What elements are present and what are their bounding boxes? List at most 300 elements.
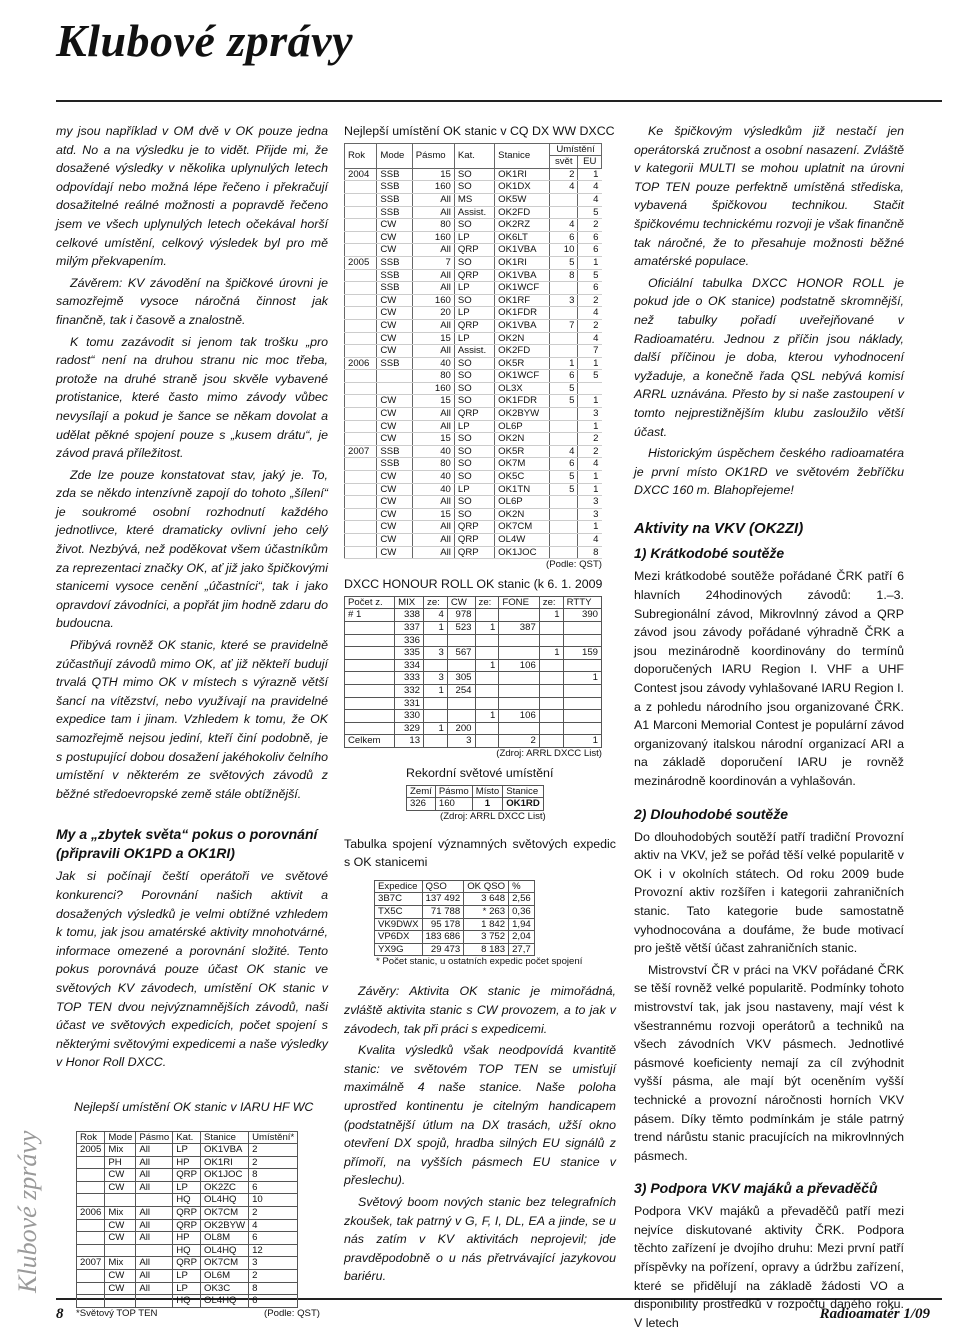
hr-cell [475,684,499,697]
cq-cell: CW [377,471,412,484]
cq-cell [345,471,377,484]
cq-cell: OK1WCF [495,370,550,383]
hr-cell: 159 [563,647,601,660]
ex-row [375,918,535,931]
cq-cell: 80 [412,370,454,383]
cq-cell: SSB [377,357,412,370]
iaru-cell: 8 [249,1282,298,1295]
cq-row [345,193,602,206]
iaru-cell [77,1270,105,1283]
cq-cell: 1 [578,395,602,408]
cq-row [345,445,602,458]
hr-cell [539,659,563,672]
iaru-cell: 2 [249,1156,298,1169]
ex-cell: 0,36 [509,906,535,919]
cq-cell: All [412,546,454,559]
cq-cell: CW [377,521,412,534]
cq-cell: CW [377,319,412,332]
cq-cell: SO [454,256,494,269]
cq-cell: 3 [578,408,602,421]
cq-row [345,256,602,269]
cq-cell [550,534,578,547]
c1-p6: Jak si počínají čeští operátoři ve světové konkurenci? Porovnání našich aktivit a dosažených výsledků je velmi obtížné vzhledem k tomu, jak jsou amatérské aktivity mnohotvárné, informace omezené a porovnání složité. Tento pokus porovnává pouze účast OK stanic ve světových KV závodech, umístění OK stanic v TOP TEN dvou nejvýznamnějších závodů, naši účast ve světových expedicích, počet spojení s některými světovými expedicemi a naše výsledky v Honor Roll DXCC. [56,869,328,1070]
hr-cell [345,722,395,735]
cq-cell: OK1WCF [495,282,550,295]
hr-cell [424,735,448,748]
cq-cell: CW [377,408,412,421]
cq-cell: CW [377,483,412,496]
cq-cell [345,269,377,282]
iaru-table [76,1131,298,1308]
ex-cell: 71 788 [422,906,464,919]
cq-cell: 2004 [345,168,377,181]
cq-cell: All [412,521,454,534]
iaru-row [77,1257,298,1270]
hr-cell [499,672,539,685]
cq-cell: 5 [550,471,578,484]
hr-header-cell: RTTY [563,596,601,609]
cq-cell: CW [377,307,412,320]
cq-cell [550,546,578,559]
hr-cell: 387 [499,621,539,634]
iaru-header-cell: Pásmo [136,1131,173,1144]
iaru-cell: QRP [173,1207,201,1220]
cq-cell: 8 [578,546,602,559]
cq-cell [345,219,377,232]
cq-cell: CW [377,219,412,232]
cq-h-kat: Kat. [454,143,494,168]
iaru-cell: 6 [249,1181,298,1194]
cq-cell: Assist. [454,345,494,358]
cq-cell: SSB [377,269,412,282]
hr-cell: 1 [563,672,601,685]
iaru-cell: OL4HQ [201,1295,249,1308]
cq-cell: OL6P [495,496,550,509]
iaru-cell [105,1244,136,1257]
cq-row [345,269,602,282]
hr-cell [345,647,395,660]
cq-cell: SSB [377,458,412,471]
iaru-cell: Mix [105,1257,136,1270]
cq-cell: OK5R [495,445,550,458]
hr-source: (Zdroj: ARRL DXCC List) [496,747,602,759]
iaru-cell: QRP [173,1219,201,1232]
iaru-row [77,1169,298,1182]
cq-cell: CW [377,244,412,257]
cq-cell: SO [454,508,494,521]
cq-cell: All [412,193,454,206]
hr-cell: 3 [424,647,448,660]
iaru-cell: OL6M [201,1270,249,1283]
hr-cell [539,634,563,647]
cq-h-stanice: Stanice [495,143,550,168]
iaru-cell: PH [105,1156,136,1169]
hr-cell: # 1 [345,609,395,622]
iaru-cell: 8 [249,1169,298,1182]
cq-cell: 15 [412,332,454,345]
iaru-cell [77,1181,105,1194]
iaru-foot-left: *Světový TOP TEN [76,1307,158,1319]
magazine-issue: Radioamatér 1/09 [819,1306,930,1322]
cq-cell: LP [454,420,494,433]
cq-cell: OK2FD [495,206,550,219]
cq-cell: QRP [454,534,494,547]
cq-cell: LP [454,332,494,345]
cq-row [345,420,602,433]
hr-cell: 106 [499,710,539,723]
cq-cell: 4 [550,219,578,232]
iaru-cell [77,1194,105,1207]
cq-cell [345,345,377,358]
hr-cell: 13 [395,735,424,748]
hr-row [345,697,602,710]
hr-cell: 523 [447,621,475,634]
iaru-cell: OL4HQ [201,1244,249,1257]
expedition-caption: Tabulka spojení významných světových expedic s OK stanicemi [344,836,616,870]
cq-cell: 1 [578,168,602,181]
cq-cell: OK1RI [495,256,550,269]
hr-cell [345,621,395,634]
c3-p5: Do dlouhodobých soutěží patří tradiční Provozní aktiv na VKV, jež se pořád těší velké popularitě v OK i v okolních státech. Od roku 2009 bude Provozní aktiv rozšířen i kategorii zahraničních stanic. Tato kategorie bude samostatně vyhodnocována a doufáme, že bude motivací pro ještě větší účast zahraničních stanic. [634,829,904,956]
iaru-cell: All [136,1207,173,1220]
hr-header-cell: ze: [424,596,448,609]
expedition-table [374,880,535,957]
cq-cell: 160 [412,382,454,395]
hr-cell: 1 [424,722,448,735]
cq-cell: 5 [578,206,602,219]
cq-cell: OK1RI [495,168,550,181]
side-label-text: Klubové zprávy [13,1130,42,1293]
cq-cell: OK1VBA [495,244,550,257]
ex-header-cell: OK QSO [464,880,509,893]
cq-row [345,458,602,471]
cq-cell: 5 [550,256,578,269]
cq-cell: OK2N [495,332,550,345]
cq-cell: 40 [412,445,454,458]
ex-row [375,943,535,956]
iaru-cell: All [136,1181,173,1194]
iaru-cell: OK3C [201,1282,249,1295]
cq-cell [550,408,578,421]
cq-cell [345,546,377,559]
page-header-title: Klubové zprávy [56,15,354,66]
iaru-header-cell: Stanice [201,1131,249,1144]
cq-cell: 2 [578,433,602,446]
iaru-cell: 2007 [77,1257,105,1270]
hr-cell [447,710,475,723]
header-rule [56,100,942,102]
cq-cell [550,206,578,219]
rw-cell: 326 [407,798,436,811]
hr-cell [499,647,539,660]
cq-cell: SSB [377,256,412,269]
cq-cell: OK7CM [495,521,550,534]
cq-cell: 2007 [345,445,377,458]
cq-h-pasmo: Pásmo [412,143,454,168]
cq-cell: All [412,206,454,219]
cq-cell: 6 [550,458,578,471]
cq-cell [550,433,578,446]
cq-cell: OK1FDR [495,395,550,408]
cq-cell [345,181,377,194]
cq-cell: SO [454,382,494,395]
iaru-cell: LP [173,1282,201,1295]
cq-row [345,521,602,534]
iaru-header-cell: Kat. [173,1131,201,1144]
hr-cell: 330 [395,710,424,723]
cq-cell [345,332,377,345]
cq-row [345,408,602,421]
record-caption: Rekordní světové umístění [406,765,554,780]
iaru-cell: LP [173,1270,201,1283]
iaru-row [77,1207,298,1220]
cq-cell: 2 [578,319,602,332]
cq-cell [550,332,578,345]
iaru-cell: OL8M [201,1232,249,1245]
iaru-cell: HQ [173,1244,201,1257]
cq-cell: 4 [578,307,602,320]
cq-cell: 160 [412,294,454,307]
cq-h-svet: svět [550,156,578,169]
c3-p4: Mezi krátkodobé soutěže pořádané ČRK patří 6 hlavních 24hodinových závodů: 1.–3. Subregionální závod, Mikrovlnný závod a QRP závod jsou závody pořádané výhradně ČRK a jsou mezinárodně koordinovány do termínů doporučených IARU Region I. VHF a UHF Contest jsou závody vyhlašované IARU Region I. a z pohledu národního jsou organizované ČRK. A1 Marconi Memorial Contest je populární závod organizovaný italskou národní organizací ARI a na základě doporučení IARU je rovněž mezinárodně koordinován a vyhlašován. [634,569,904,788]
iaru-cell: CW [105,1219,136,1232]
cq-cell: CW [377,508,412,521]
iaru-cell: Mix [105,1144,136,1157]
cq-cell: MS [454,193,494,206]
hr-cell [345,634,395,647]
cq-cell: 1 [578,521,602,534]
column-3 [634,122,904,1335]
hr-cell [563,634,601,647]
iaru-cell: 10 [249,1194,298,1207]
hr-cell: 1 [424,621,448,634]
cq-cell [345,521,377,534]
cq-cell: CW [377,395,412,408]
cq-cell: 8 [550,269,578,282]
column-2 [344,122,616,1289]
cq-cell: LP [454,231,494,244]
cq-cell [550,282,578,295]
iaru-cell: 2005 [77,1144,105,1157]
cq-cell: 2 [578,219,602,232]
cq-cell: 2005 [345,256,377,269]
hr-header-cell: MIX [395,596,424,609]
iaru-row [77,1144,298,1157]
iaru-cell: All [136,1270,173,1283]
hr-cell [499,684,539,697]
cq-h-rok: Rok [345,143,377,168]
iaru-cell [105,1295,136,1308]
hr-cell [475,735,499,748]
iaru-cell [77,1156,105,1169]
cq-row [345,433,602,446]
cq-cell: OL4W [495,534,550,547]
cq-cell: All [412,244,454,257]
cq-cell: 3 [550,294,578,307]
iaru-cell: CW [105,1282,136,1295]
hr-cell: 1 [424,684,448,697]
cq-cell: CW [377,231,412,244]
hr-header-cell: FONE [499,596,539,609]
cq-cell [345,294,377,307]
ex-cell: 8 183 [464,943,509,956]
c2-p3: Světový boom nových stanic bez telegrafních zkoušek, tak patrný v G, F, I, DL, EA a jinde, se u nás zatím v KV aktivitách neprojevil; jde pravděpodobně o u nás přetrvávající jazykovou bariéru. [344,1194,616,1284]
cq-cell: 5 [578,269,602,282]
hr-cell [539,672,563,685]
cq-cell: 15 [412,508,454,521]
iaru-row [77,1270,298,1283]
iaru-foot-right: (Podle: QST) [264,1307,320,1319]
hr-cell: 978 [447,609,475,622]
iaru-row [77,1282,298,1295]
hr-cell: 567 [447,647,475,660]
cq-cell: OL3X [495,382,550,395]
ex-row [375,893,535,906]
hr-cell: 332 [395,684,424,697]
cq-source: (Podle: QST) [546,559,602,571]
hr-cell [447,697,475,710]
cq-row [345,294,602,307]
hr-cell: 338 [395,609,424,622]
cq-cell: OK1VBA [495,319,550,332]
ex-cell: 3B7C [375,893,423,906]
cq-row [345,345,602,358]
cq-cell [345,382,377,395]
cq-cell [377,370,412,383]
cq-cell: CW [377,332,412,345]
ex-header-cell: QSO [422,880,464,893]
cq-cell: CW [377,420,412,433]
hr-cell [563,722,601,735]
cq-cell: 1 [578,357,602,370]
cq-cell: All [412,534,454,547]
hr-cell [447,659,475,672]
hr-cell [345,710,395,723]
cq-h-mode: Mode [377,143,412,168]
cq-cell: 6 [550,231,578,244]
cq-cell: 2 [550,168,578,181]
cq-cell: SSB [377,193,412,206]
hr-cell: 1 [475,659,499,672]
cq-cell: 1 [578,256,602,269]
cq-cell: 4 [578,534,602,547]
hr-cell: 106 [499,659,539,672]
iaru-cell: HQ [173,1295,201,1308]
cq-cell: 80 [412,458,454,471]
cq-cell: 1 [578,471,602,484]
hr-cell [563,697,601,710]
ex-cell: TX5C [375,906,423,919]
cq-cell: 6 [550,370,578,383]
iaru-cell: All [136,1232,173,1245]
cq-row [345,206,602,219]
cq-cell: 160 [412,181,454,194]
cq-cell: SO [454,168,494,181]
hr-cell [475,722,499,735]
cq-cell: 5 [550,483,578,496]
ex-header-cell: % [509,880,535,893]
cq-cell [345,307,377,320]
cq-cell [550,193,578,206]
cq-cell: OK2FD [495,345,550,358]
hr-row [345,634,602,647]
cq-cell: 5 [550,395,578,408]
ex-cell: YX9G [375,943,423,956]
hr-cell [499,609,539,622]
c1-p2: Závěrem: KV závodění na špičkové úrovni je samozřejmě vysoce náročná činnost jak finančně, tak i časově a znalostně. [56,275,328,327]
cq-row [345,332,602,345]
record-source: (Zdroj: ARRL DXCC List) [440,810,546,822]
iaru-cell: All [136,1156,173,1169]
cq-cell: 40 [412,483,454,496]
cq-cell: 2 [578,294,602,307]
hr-cell [345,672,395,685]
hr-cell: 2 [499,735,539,748]
iaru-footnote [76,1308,326,1320]
iaru-cell: OK2BYW [201,1219,249,1232]
hr-cell: 3 [447,735,475,748]
ex-cell: 2,56 [509,893,535,906]
cq-cell: CW [377,496,412,509]
cq-cell: OK7M [495,458,550,471]
hr-cell [499,722,539,735]
iaru-table-caption: Nejlepší umístění OK stanic v IARU HF WC [74,1099,314,1114]
cq-cell: All [412,408,454,421]
hr-row [345,647,602,660]
cq-cell: 7 [550,319,578,332]
cq-row [345,382,602,395]
cq-cell: 2006 [345,357,377,370]
iaru-cell: LP [173,1144,201,1157]
hr-row [345,672,602,685]
cq-cell: OK1DX [495,181,550,194]
iaru-cell: 2 [249,1270,298,1283]
iaru-cell [77,1295,105,1308]
iaru-cell: All [136,1282,173,1295]
cq-cell: 15 [412,433,454,446]
cq-cell [345,534,377,547]
hr-cell [539,735,563,748]
cq-cell: All [412,420,454,433]
cq-cell [345,483,377,496]
cq-row [345,496,602,509]
cq-cell: All [412,345,454,358]
hr-cell [475,697,499,710]
cq-cell: 2 [578,445,602,458]
hr-cell [563,659,601,672]
c3-h2: 2) Dlouhodobé soutěže [634,805,788,822]
iaru-cell: CW [105,1169,136,1182]
column-1 [56,122,328,1320]
ex-cell: 137 492 [422,893,464,906]
iaru-cell [77,1169,105,1182]
rw-cell: 160 [435,798,472,811]
c1-p3: K tomu zazávodit si jenom tak trošku „pro radost“ není na druhou stranu nic moc třeba, protože na druhé straně jsou skvěle vybavené protistanice, které často mimo závody vůbec nevysílají a pokud je šance se někam dovolat a udělat pěkné spojení pouze s „kusem drátu“, je závod pravá příležitost. [56,334,328,461]
cq-cell: 4 [578,181,602,194]
cq-cell: 7 [578,345,602,358]
cq-cell: CW [377,534,412,547]
hr-row [345,609,602,622]
cq-cell: SO [454,370,494,383]
ex-row [375,906,535,919]
cq-cell: 15 [412,168,454,181]
cq-cell [345,231,377,244]
hr-cell: 329 [395,722,424,735]
hr-cell [345,684,395,697]
cq-cell: SO [454,357,494,370]
ex-cell: 1 842 [464,918,509,931]
cq-cell: 6 [578,231,602,244]
